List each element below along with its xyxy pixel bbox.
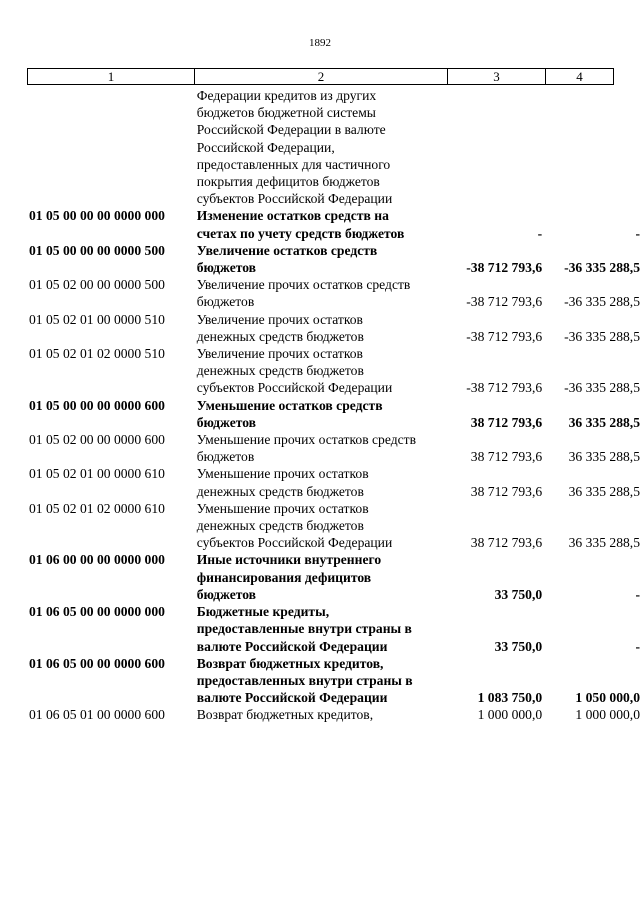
row-name: Увеличение прочих остатков денежных средств бюджетов bbox=[196, 311, 364, 344]
row-value-col3: 33 750,0 bbox=[494, 586, 543, 602]
row-value-col3: 1 000 000,0 bbox=[477, 707, 543, 723]
table-row bbox=[0, 276, 640, 310]
row-code: 01 05 02 00 00 0000 500 bbox=[29, 277, 165, 293]
row-name: Возврат бюджетных кредитов, bbox=[196, 707, 374, 723]
row-value-col4: 36 335 288,5 bbox=[568, 414, 640, 430]
row-name: Увеличение прочих остатков денежных средств бюджетов субъектов Российской Федерации bbox=[196, 346, 393, 396]
row-code: 01 05 02 01 00 0000 610 bbox=[29, 466, 165, 482]
row-value-col3: -38 712 793,6 bbox=[466, 328, 543, 344]
row-value-col3: 38 712 793,6 bbox=[470, 414, 543, 430]
row-value-col4 bbox=[542, 87, 640, 207]
table-row bbox=[0, 551, 640, 603]
table-row bbox=[0, 706, 640, 723]
row-code: 01 05 00 00 00 0000 000 bbox=[29, 208, 165, 224]
row-name: Иные источники внутреннего финансирования дефицитов бюджетов bbox=[196, 552, 382, 602]
row-code: 01 05 02 01 00 0000 510 bbox=[29, 311, 165, 327]
row-value-col4: - bbox=[635, 586, 640, 602]
row-value-col4: - bbox=[635, 638, 640, 654]
table-row bbox=[0, 655, 640, 707]
row-name: Уменьшение прочих остатков денежных средств бюджетов субъектов Российской Федерации bbox=[196, 500, 393, 551]
table-row bbox=[0, 87, 640, 207]
row-value-col4: -36 335 288,5 bbox=[564, 294, 640, 310]
row-value-col4: 36 335 288,5 bbox=[568, 535, 640, 551]
table-row bbox=[0, 397, 640, 431]
table-row bbox=[0, 465, 640, 499]
row-value-col3: - bbox=[537, 225, 543, 241]
header-col-2: 2 bbox=[195, 69, 448, 84]
row-code: 01 05 02 00 00 0000 600 bbox=[29, 432, 165, 448]
row-value-col4: 1 050 000,0 bbox=[575, 690, 640, 706]
row-value-col4: -36 335 288,5 bbox=[564, 380, 640, 396]
table-body bbox=[0, 87, 640, 724]
table-row bbox=[0, 345, 640, 397]
header-col-4: 4 bbox=[576, 69, 583, 84]
row-value-col3: 33 750,0 bbox=[494, 638, 543, 654]
row-code: 01 05 00 00 00 0000 500 bbox=[29, 242, 165, 258]
row-code: 01 05 00 00 00 0000 600 bbox=[29, 397, 165, 413]
row-name: Возврат бюджетных кредитов, предоставленных внутри страны в валюте Российской Федерации bbox=[196, 655, 413, 706]
row-value-col3 bbox=[422, 87, 542, 207]
row-value-col4: 36 335 288,5 bbox=[568, 483, 640, 499]
header-col-1: 1 bbox=[28, 69, 195, 84]
row-name: Уменьшение остатков средств бюджетов bbox=[196, 397, 383, 430]
table-row bbox=[0, 431, 640, 465]
table-row bbox=[0, 242, 640, 276]
table-row bbox=[0, 207, 640, 241]
row-value-col4: 1 000 000,0 bbox=[575, 707, 640, 723]
row-name: Изменение остатков средств на счетах по учету средств бюджетов bbox=[196, 208, 405, 241]
row-code: 01 06 00 00 00 0000 000 bbox=[29, 552, 165, 568]
row-name: Бюджетные кредиты, предоставленные внутри страны в валюте Российской Федерации bbox=[196, 604, 412, 654]
table-header-row bbox=[27, 68, 614, 85]
page-number: 1892 bbox=[309, 37, 331, 49]
row-code: 01 06 05 00 00 0000 000 bbox=[29, 604, 165, 620]
row-code: 01 06 05 01 00 0000 600 bbox=[29, 707, 165, 723]
row-value-col3: -38 712 793,6 bbox=[466, 294, 543, 310]
row-value-col4: - bbox=[635, 225, 640, 241]
row-name: Увеличение остатков средств бюджетов bbox=[196, 242, 378, 276]
row-value-col3: 38 712 793,6 bbox=[470, 483, 543, 499]
row-value-col3: -38 712 793,6 bbox=[466, 380, 543, 396]
row-value-col4: -36 335 288,5 bbox=[564, 328, 640, 344]
row-code: 01 05 02 01 02 0000 610 bbox=[29, 500, 165, 516]
row-value-col3: -38 712 793,6 bbox=[466, 260, 543, 276]
table-row bbox=[0, 500, 640, 552]
table-row bbox=[0, 311, 640, 345]
row-name: Федерации кредитов из других бюджетов бюджетной системы Российской Федерации в валюте Российской Федерации, предоставленных для частичного покрытия дефицитов бюджетов субъектов Российской Федерации bbox=[196, 88, 393, 207]
row-code: 01 05 02 01 02 0000 510 bbox=[29, 346, 165, 362]
table-row bbox=[0, 603, 640, 655]
row-name: Уменьшение прочих остатков денежных средств бюджетов bbox=[196, 466, 369, 499]
row-name: Увеличение прочих остатков средств бюджетов bbox=[196, 277, 411, 310]
row-value-col3: 38 712 793,6 bbox=[470, 535, 543, 551]
row-name: Уменьшение прочих остатков средств бюджетов bbox=[196, 432, 416, 465]
row-value-col4: -36 335 288,5 bbox=[564, 260, 640, 276]
row-value-col4: 36 335 288,5 bbox=[568, 449, 640, 465]
header-col-3: 3 bbox=[448, 69, 546, 84]
row-value-col3: 1 083 750,0 bbox=[477, 690, 543, 706]
row-code: 01 06 05 00 00 0000 600 bbox=[29, 655, 165, 671]
row-value-col3: 38 712 793,6 bbox=[470, 449, 543, 465]
